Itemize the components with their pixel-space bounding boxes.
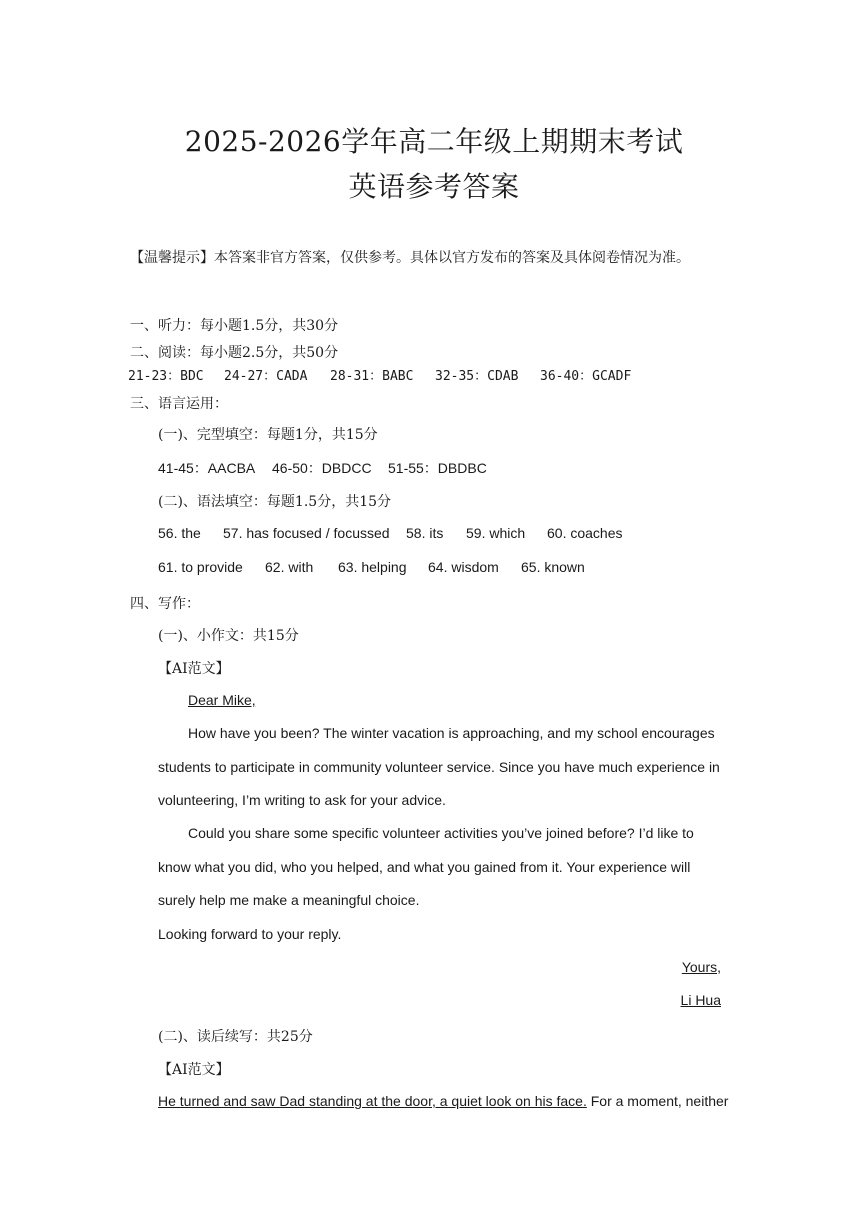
list-item: 58. its [406, 525, 444, 541]
list-item: 32-35：CDAB [435, 369, 519, 384]
reading-answers [0, 365, 868, 383]
list-item: 57. has focused / focussed [223, 525, 390, 541]
letter-signature: Li Hua [680, 992, 721, 1008]
exam-title: 2025-2026学年高二年级上期期末考试 [184, 125, 684, 158]
essay1-title: (一)、小作文：共15分 [158, 628, 299, 644]
list-item: 56. the [158, 525, 201, 541]
grammar-answers-row2 [0, 559, 868, 577]
grammar-answers-row1 [0, 525, 868, 543]
reading-section: 二、阅读：每小题2.5分，共50分 [130, 345, 339, 361]
letter-line: surely help me make a meaningful choice. [158, 892, 420, 908]
answer-key-title: 英语参考答案 [348, 170, 520, 203]
writing-section: 四、写作： [130, 596, 200, 612]
list-item: 64. wisdom [428, 559, 499, 575]
list-item: 41-45：AACBA [158, 460, 256, 476]
letter-salutation: Dear Mike, [188, 692, 256, 708]
list-item: 61. to provide [158, 559, 243, 575]
list-item: 59. which [466, 525, 526, 541]
letter-line: How have you been? The winter vacation is approaching, and my school encourages [188, 725, 715, 741]
letter-line: Looking forward to your reply. [158, 926, 342, 942]
list-item: 24-27：CADA [224, 369, 308, 384]
essay2-title: (二)、读后续写：共25分 [158, 1029, 313, 1045]
list-item: 62. with [265, 559, 314, 575]
letter-line: students to participate in community volunteer service. Since you have much experience in [158, 759, 720, 775]
listening-section: 一、听力：每小题1.5分，共30分 [130, 318, 339, 334]
cloze-answers [0, 458, 868, 476]
list-item: 28-31：BABC [330, 369, 414, 384]
list-item: 60. coaches [547, 525, 623, 541]
list-item: 46-50：DBDCC [272, 460, 372, 476]
ai-sample-label: 【AI范文】 [158, 661, 230, 677]
continuation-given-sentence: He turned and saw Dad standing at the door, a quiet look on his face. [158, 1093, 587, 1109]
language-use-section: 三、语言运用： [130, 396, 228, 412]
list-item: 65. known [521, 559, 585, 575]
letter-line: volunteering, I’m writing to ask for your advice. [158, 792, 446, 808]
list-item: 63. helping [338, 559, 407, 575]
letter-closing: Yours, [681, 959, 721, 975]
list-item: 21-23：BDC [128, 369, 204, 384]
ai-sample-label-2: 【AI范文】 [158, 1062, 230, 1078]
letter-line: Could you share some specific volunteer activities you’ve joined before? I’d like to [188, 825, 694, 841]
cloze-title: (一)、完型填空：每题1分，共15分 [158, 427, 378, 443]
continuation-paragraph [158, 1093, 728, 1109]
grammar-title: (二)、语法填空：每题1.5分，共15分 [158, 494, 392, 510]
list-item: 36-40：GCADF [540, 369, 632, 384]
continuation-text: For a moment, neither [586, 1093, 729, 1109]
letter-line: know what you did, who you helped, and what you gained from it. Your experience will [158, 859, 691, 875]
notice-text: 【温馨提示】本答案非官方答案，仅供参考。具体以官方发布的答案及具体阅卷情况为准。 [130, 250, 690, 266]
list-item: 51-55：DBDBC [388, 460, 487, 476]
